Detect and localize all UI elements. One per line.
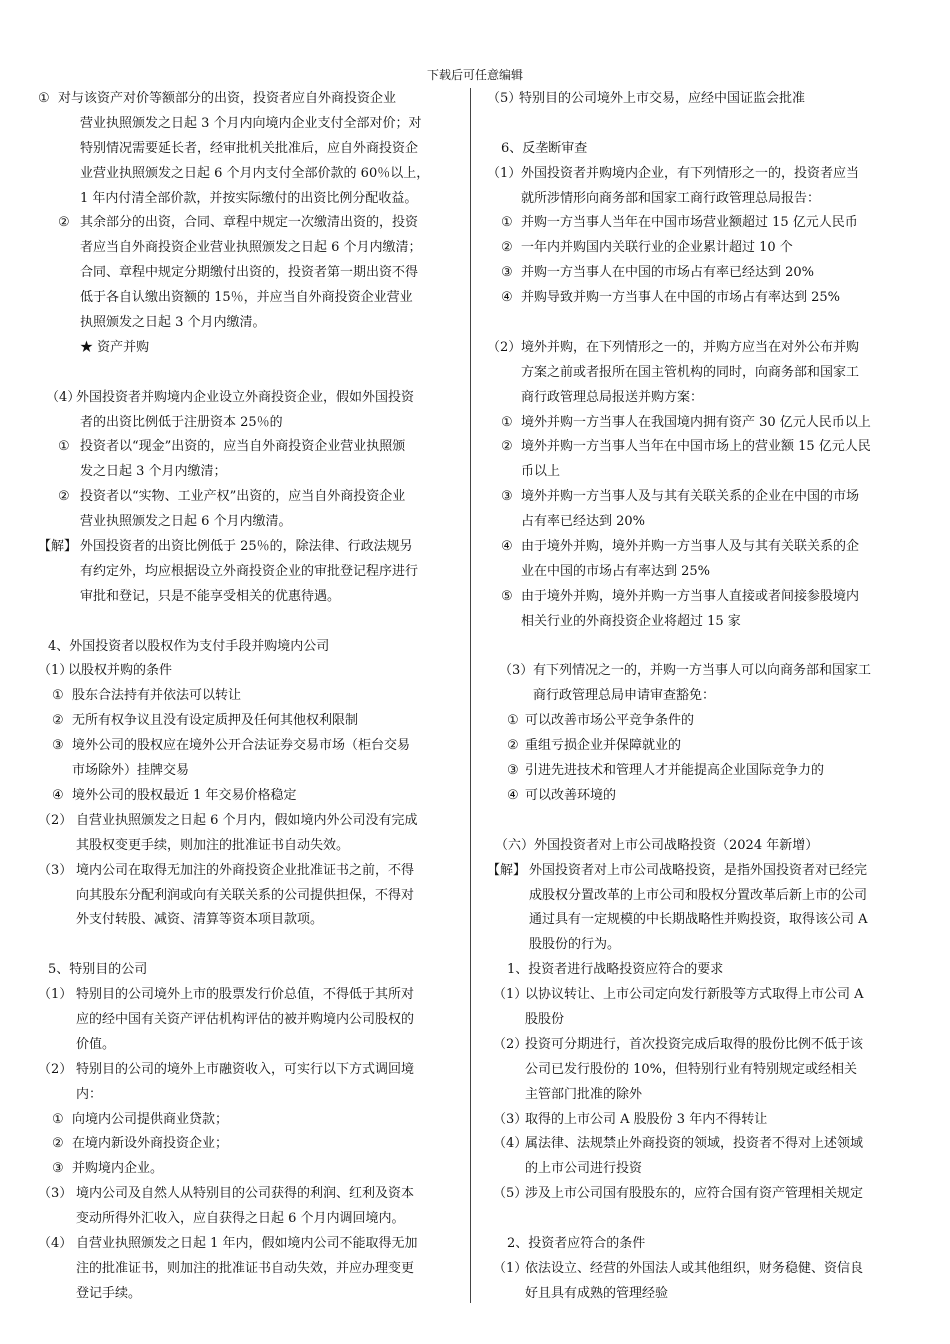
line-text: 投资者以“现金”出资的，应当自外商投资企业营业执照颁 xyxy=(80,439,406,455)
line-text: 境外并购，在下列情形之一的，并购方应当在对外公布并购 xyxy=(521,339,860,355)
item-marker: （1） xyxy=(493,1260,528,1276)
item-marker: （1） xyxy=(38,987,73,1003)
line-text: 内： xyxy=(76,1086,103,1102)
blank-line xyxy=(487,809,907,834)
line-text: 好且具有成熟的管理经验 xyxy=(525,1285,669,1301)
text-line xyxy=(38,684,460,709)
line-text: 境内公司在取得无加注的外商投资企业批准证书之前，不得 xyxy=(76,862,415,878)
line-text: 投资可分期进行，首次投资完成后取得的股份比例不低于该 xyxy=(525,1036,864,1052)
line-text: 外国投资者的出资比例低于 25％的，除法律、行政法规另 xyxy=(80,539,413,555)
line-text: 由于境外并购，境外并购一方当事人直接或者间接参股境内 xyxy=(521,588,860,604)
text-line xyxy=(38,411,460,436)
text-line xyxy=(487,1157,907,1182)
line-text: 并购一方当事人在中国的市场占有率已经达到 20% xyxy=(521,265,815,281)
line-text: 2、投资者应符合的条件 xyxy=(507,1235,646,1251)
text-line xyxy=(487,1257,907,1282)
text-line xyxy=(38,884,460,909)
line-text: 对与该资产对价等额部分的出资，投资者应自外商投资企业 xyxy=(58,91,397,106)
text-line xyxy=(487,1058,907,1083)
text-line xyxy=(38,1058,460,1083)
line-text: 6、反垄断审查 xyxy=(501,140,588,156)
line-text: 境外并购一方当事人及与其有关联关系的企业在中国的市场 xyxy=(521,489,860,505)
line-text: 相关行业的外商投资企业将超过 15 家 xyxy=(521,613,741,629)
line-text: 者的出资比例低于注册资本 25％的 xyxy=(80,414,283,430)
text-line xyxy=(38,759,460,784)
line-text: 外国投资者对上市公司战略投资，是指外国投资者对已经完 xyxy=(529,862,868,878)
text-line xyxy=(38,485,460,510)
line-text: 有下列情况之一的，并购一方当事人可以向商务部和国家工 xyxy=(533,663,872,679)
line-text: 就所涉情形向商务部和国家工商行政管理总局报告： xyxy=(521,190,821,206)
text-line xyxy=(487,535,907,560)
line-text: 并购导致并购一方当事人在中国的市场占有率达到 25% xyxy=(521,290,841,306)
line-text: 4、外国投资者以股权作为支付手段并购境内公司 xyxy=(48,638,330,654)
line-text: 方案之前或者报所在国主管机构的同时，向商务部和国家工 xyxy=(521,364,860,380)
item-marker: ① xyxy=(58,439,70,455)
text-line xyxy=(38,1083,460,1108)
item-marker: ③ xyxy=(52,1161,64,1177)
line-text: 登记手续。 xyxy=(76,1285,142,1301)
text-line xyxy=(38,87,460,112)
text-line xyxy=(487,1008,907,1033)
line-text: ★ 资产并购 xyxy=(80,339,150,355)
text-line xyxy=(487,460,907,485)
line-text: 由于境外并购，境外并购一方当事人及与其有关联关系的企 xyxy=(521,539,860,555)
line-text: 市场除外）挂牌交易 xyxy=(72,763,190,779)
text-line xyxy=(38,1108,460,1133)
item-marker: 【解】 xyxy=(487,862,527,878)
line-text: 境外并购一方当事人在我国境内拥有资产 30 亿元人民币以上 xyxy=(521,414,871,430)
line-text: 执照颁发之日起 3 个月内缴清。 xyxy=(80,315,266,331)
item-marker: （2） xyxy=(487,339,522,355)
line-text: 公司已发行股份的 10%，但特别行业有特别规定或经相关 xyxy=(525,1061,858,1077)
line-text: 并购一方当事人当年在中国市场营业额超过 15 亿元人民币 xyxy=(521,215,858,231)
line-text: 向境内公司提供商业贷款； xyxy=(72,1111,229,1127)
text-line xyxy=(38,958,460,983)
line-text: 外支付转股、减资、清算等资本项目款项。 xyxy=(76,912,324,928)
text-line xyxy=(38,709,460,734)
line-text: 以股权并购的条件 xyxy=(68,663,173,679)
text-line xyxy=(487,361,907,386)
line-text: 币以上 xyxy=(521,464,561,480)
text-line xyxy=(38,834,460,859)
line-text: 特别目的公司的境外上市融资收入，可实行以下方式调回境 xyxy=(76,1061,415,1077)
line-text: 1 年内付清全部价款，并按实际缴付的出资比例分配收益。 xyxy=(80,190,418,206)
text-line xyxy=(487,908,907,933)
text-line xyxy=(487,137,907,162)
text-line xyxy=(38,1232,460,1257)
blank-line xyxy=(487,1207,907,1232)
text-line xyxy=(487,884,907,909)
text-line xyxy=(38,261,460,286)
text-line xyxy=(38,510,460,535)
line-text: 者应当自外商投资企业营业执照颁发之日起 6 个月内缴清； xyxy=(80,240,422,256)
text-line xyxy=(487,1033,907,1058)
item-marker: ② xyxy=(501,439,513,455)
item-marker: ④ xyxy=(501,290,513,306)
text-line xyxy=(38,1282,460,1307)
line-text: 在境内新设外商投资企业； xyxy=(72,1136,229,1152)
line-text: 投资者以“实物、工业产权”出资的，应当自外商投资企业 xyxy=(80,489,406,505)
text-line xyxy=(38,1182,460,1207)
text-line xyxy=(487,933,907,958)
text-line xyxy=(487,87,907,112)
item-marker: ① xyxy=(501,414,513,430)
blank-line xyxy=(38,933,460,958)
page-header: 下载后可任意编辑 xyxy=(426,68,523,82)
line-text: 外国投资者并购境内企业，有下列情形之一的，投资者应当 xyxy=(521,165,860,181)
text-line xyxy=(38,859,460,884)
text-line xyxy=(38,535,460,560)
item-marker: ② xyxy=(58,215,70,231)
text-line xyxy=(38,211,460,236)
line-text: 发之日起 3 个月内缴清； xyxy=(80,464,227,480)
line-text: 商行政管理总局报送并购方案： xyxy=(521,389,704,405)
line-text: 股股份的行为。 xyxy=(529,937,621,953)
text-line xyxy=(487,659,907,684)
item-marker: ② xyxy=(501,240,513,256)
line-text: 商行政管理总局申请审查豁免： xyxy=(533,688,716,704)
line-text: 变动所得外汇收入，应自获得之日起 6 个月内调回境内。 xyxy=(76,1211,405,1227)
line-text: 引进先进技术和管理人才并能提高企业国际竞争力的 xyxy=(525,763,825,779)
item-marker: （3） xyxy=(38,1186,73,1202)
text-line xyxy=(38,635,460,660)
column-divider xyxy=(470,88,471,1303)
text-line xyxy=(487,1182,907,1207)
line-text: 可以改善环境的 xyxy=(525,787,617,803)
item-marker: （4） xyxy=(38,1235,73,1251)
item-marker: （1） xyxy=(487,165,522,181)
line-text: 占有率已经达到 20% xyxy=(521,514,646,530)
line-text: 其股权变更手续，则加注的批准证书自动失效。 xyxy=(76,837,350,853)
text-line xyxy=(38,1207,460,1232)
text-line xyxy=(38,137,460,162)
item-marker: （3） xyxy=(38,862,73,878)
line-text: 自营业执照颁发之日起 1 年内，假如境内公司不能取得无加 xyxy=(76,1235,418,1251)
line-text: 业在中国的市场占有率达到 25% xyxy=(521,563,711,579)
item-marker: ① xyxy=(501,215,513,231)
text-line xyxy=(487,510,907,535)
blank-line xyxy=(487,112,907,137)
line-text: 1、投资者进行战略投资应符合的要求 xyxy=(507,962,724,978)
line-text: 低于各自认缴出资额的 15％，并应当自外商投资企业营业 xyxy=(80,290,413,306)
text-line xyxy=(487,983,907,1008)
text-line xyxy=(487,411,907,436)
line-text: 审批和登记，只是不能享受相关的优惠待遇。 xyxy=(80,588,341,604)
line-text: 的上市公司进行投资 xyxy=(525,1161,643,1177)
text-line xyxy=(487,1282,907,1307)
text-line xyxy=(487,1083,907,1108)
line-text: 注的批准证书，则加注的批准证书自动失效，并应办理变更 xyxy=(76,1260,415,1276)
item-marker: （4） xyxy=(493,1136,528,1152)
text-line xyxy=(487,286,907,311)
line-text: 主管部门批准的除外 xyxy=(525,1086,643,1102)
item-marker: ⑤ xyxy=(501,588,513,604)
item-marker: ③ xyxy=(507,763,519,779)
line-text: 并购境内企业。 xyxy=(72,1161,164,1177)
line-text: 向其股东分配利润或向有关联关系的公司提供担保，不得对 xyxy=(76,887,415,903)
line-text: 通过具有一定规模的中长期战略性并购投资，取得该公司 A xyxy=(529,912,868,928)
blank-line xyxy=(38,361,460,386)
text-line xyxy=(487,734,907,759)
line-text: 有约定外，均应根据设立外商投资企业的审批登记程序进行 xyxy=(80,563,419,579)
item-marker: ④ xyxy=(52,787,64,803)
text-line xyxy=(487,236,907,261)
item-marker: （2） xyxy=(38,1061,73,1077)
text-line xyxy=(38,460,460,485)
line-text: （六）外国投资者对上市公司战略投资（2024 年新增） xyxy=(495,837,819,853)
text-line xyxy=(487,435,907,460)
line-text: 特别目的公司境外上市的股票发行价总值，不得低于其所对 xyxy=(76,987,415,1003)
item-marker: ② xyxy=(58,489,70,505)
line-text: 营业执照颁发之日起 6 个月内缴清。 xyxy=(80,514,292,530)
text-line xyxy=(38,585,460,610)
text-line xyxy=(487,386,907,411)
left-column xyxy=(38,87,460,1307)
line-text: 合同、章程中规定分期缴付出资的，投资者第一期出资不得 xyxy=(80,265,419,281)
item-marker: ③ xyxy=(52,738,64,754)
blank-line xyxy=(487,635,907,660)
text-line xyxy=(38,734,460,759)
item-marker: ③ xyxy=(501,489,513,505)
text-line xyxy=(38,908,460,933)
item-marker: （1） xyxy=(38,663,73,679)
text-line xyxy=(38,809,460,834)
text-line xyxy=(38,1157,460,1182)
item-marker: （4） xyxy=(46,389,81,405)
text-line xyxy=(487,162,907,187)
line-text: 特别目的公司境外上市交易，应经中国证监会批准 xyxy=(519,91,806,106)
text-line xyxy=(38,386,460,411)
line-text: 属法律、法规禁止外商投资的领域，投资者不得对上述领域 xyxy=(525,1136,864,1152)
text-line xyxy=(38,187,460,212)
line-text: 业营业执照颁发之日起 6 个月内支付全部价款的 60％以上， xyxy=(80,165,430,181)
text-line xyxy=(487,784,907,809)
line-text: 依法设立、经营的外国法人或其他组织，财务稳健、资信良 xyxy=(525,1260,864,1276)
item-marker: 【解】 xyxy=(38,539,78,555)
text-line xyxy=(38,1008,460,1033)
text-line xyxy=(38,162,460,187)
text-line xyxy=(38,560,460,585)
text-line xyxy=(487,859,907,884)
text-line xyxy=(487,261,907,286)
line-text: 境外公司的股权应在境外公开合法证券交易市场（柜台交易 xyxy=(72,738,411,754)
text-line xyxy=(487,610,907,635)
text-line xyxy=(487,336,907,361)
item-marker: ① xyxy=(52,1111,64,1127)
text-line xyxy=(38,311,460,336)
line-text: 境外并购一方当事人当年在中国市场上的营业额 15 亿元人民 xyxy=(521,439,871,455)
line-text: 特别情况需要延长者，经审批机关批准后，应自外商投资企 xyxy=(80,140,419,156)
line-text: 涉及上市公司国有股股东的，应符合国有资产管理相关规定 xyxy=(525,1186,864,1202)
line-text: 境内公司及自然人从特别目的公司获得的利润、红利及资本 xyxy=(76,1186,415,1202)
item-marker: ① xyxy=(507,713,519,729)
item-marker: （5） xyxy=(493,1186,528,1202)
text-line xyxy=(38,659,460,684)
text-line xyxy=(487,560,907,585)
line-text: 一年内并购国内关联行业的企业累计超过 10 个 xyxy=(521,240,793,256)
line-text: 股东合法持有并依法可以转让 xyxy=(72,688,242,704)
line-text: 无所有权争议且没有设定质押及任何其他权利限制 xyxy=(72,713,359,729)
text-line xyxy=(38,435,460,460)
line-text: 应的经中国有关资产评估机构评估的被并购境内公司股权的 xyxy=(76,1011,415,1027)
blank-line xyxy=(487,311,907,336)
line-text: 境外公司的股权最近 1 年交易价格稳定 xyxy=(72,787,297,803)
line-text: 以协议转让、上市公司定向发行新股等方式取得上市公司 A xyxy=(525,987,864,1003)
item-marker: ③ xyxy=(501,265,513,281)
text-line xyxy=(38,1033,460,1058)
text-line xyxy=(38,286,460,311)
line-text: 价值。 xyxy=(76,1036,116,1052)
right-column xyxy=(487,87,907,1307)
item-marker: ① xyxy=(38,91,50,106)
item-marker: （3） xyxy=(493,1111,528,1127)
item-marker: ② xyxy=(52,1136,64,1152)
item-marker: ① xyxy=(52,688,64,704)
text-line xyxy=(487,958,907,983)
line-text: 营业执照颁发之日起 3 个月内向境内企业支付全部对价；对 xyxy=(80,115,422,131)
item-marker: ② xyxy=(52,713,64,729)
item-marker: ④ xyxy=(507,787,519,803)
line-text: 重组亏损企业并保障就业的 xyxy=(525,738,682,754)
text-line xyxy=(487,1232,907,1257)
text-line xyxy=(487,187,907,212)
text-line xyxy=(38,784,460,809)
line-text: 成股权分置改革的上市公司和股权分置改革后新上市的公司 xyxy=(529,887,868,903)
item-marker: （2） xyxy=(38,812,73,828)
text-line xyxy=(487,1132,907,1157)
item-marker: （2） xyxy=(493,1036,528,1052)
item-marker: （5） xyxy=(487,91,522,106)
line-text: 可以改善市场公平竞争条件的 xyxy=(525,713,695,729)
line-text: 外国投资者并购境内企业设立外商投资企业，假如外国投资 xyxy=(76,389,415,405)
line-text: 其余部分的出资，合同、章程中规定一次缴清出资的，投资 xyxy=(80,215,419,231)
item-marker: ④ xyxy=(501,539,513,555)
item-marker: （3） xyxy=(499,663,534,679)
line-text: 股股份 xyxy=(525,1011,565,1027)
text-line xyxy=(487,211,907,236)
text-line xyxy=(38,1132,460,1157)
line-text: 取得的上市公司 A 股股份 3 年内不得转让 xyxy=(525,1111,768,1127)
text-line xyxy=(38,236,460,261)
item-marker: ② xyxy=(507,738,519,754)
text-line xyxy=(487,585,907,610)
line-text: 5、特别目的公司 xyxy=(48,962,148,978)
text-line xyxy=(38,983,460,1008)
text-line xyxy=(487,684,907,709)
text-line xyxy=(38,112,460,137)
text-line xyxy=(38,1257,460,1282)
text-line xyxy=(38,336,460,361)
line-text: 自营业执照颁发之日起 6 个月内，假如境内外公司没有完成 xyxy=(76,812,418,828)
blank-line xyxy=(38,610,460,635)
text-line xyxy=(487,834,907,859)
text-line xyxy=(487,759,907,784)
text-line xyxy=(487,709,907,734)
item-marker: （1） xyxy=(493,987,528,1003)
text-line xyxy=(487,1108,907,1133)
text-line xyxy=(487,485,907,510)
